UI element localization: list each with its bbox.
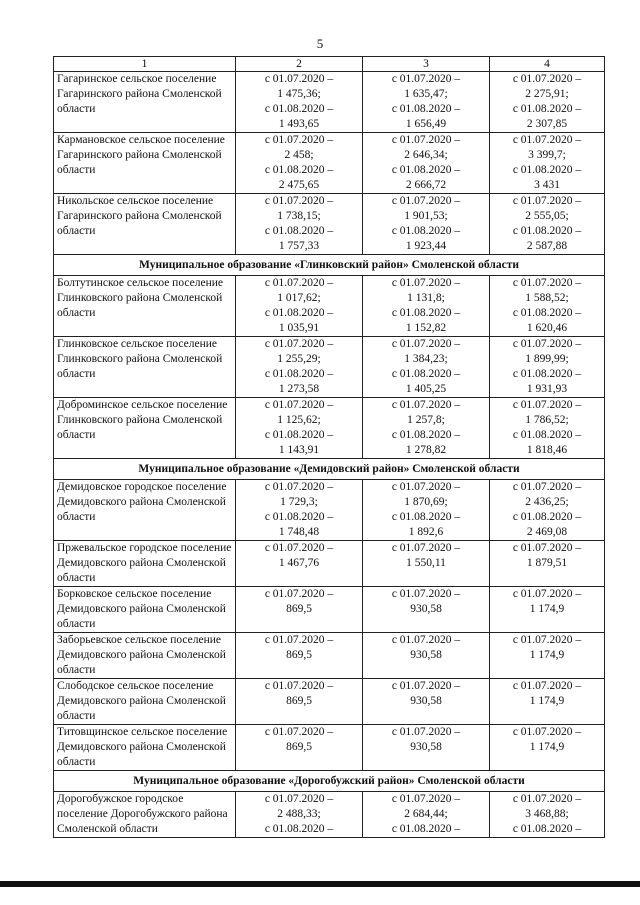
tariff-line: с 01.08.2020 – [391, 511, 461, 523]
table-row [54, 398, 605, 459]
tariff-line: 930,58 [410, 695, 442, 707]
tariff-line: с 01.07.2020 – [512, 195, 582, 207]
tariff-cell-col2 [236, 133, 363, 194]
tariff-line: 1 620,46 [526, 322, 568, 334]
tariff-line: 1 475,36; [277, 88, 321, 100]
tariff-cell-col3 [363, 337, 490, 398]
section-title: Муниципальное образование «Демидовский район» Смоленской области [54, 459, 605, 480]
table-header-row [54, 57, 605, 72]
tariff-line: 1 892,6 [408, 526, 444, 538]
tariff-line: с 01.07.2020 – [512, 277, 582, 289]
section-header-row [54, 255, 605, 276]
tariff-line: 1 131,8; [407, 292, 445, 304]
section-title: Муниципальное образование «Дорогобужский район» Смоленской области [54, 771, 605, 792]
tariff-cell-col4 [490, 541, 605, 587]
tariff-cell-col2 [236, 633, 363, 679]
header-cell-2: 2 [236, 57, 363, 72]
tariff-line: с 01.07.2020 – [264, 338, 334, 350]
tariff-cell-col2 [236, 337, 363, 398]
scan-bottom-bar [0, 881, 640, 887]
table-row [54, 633, 605, 679]
table-row [54, 337, 605, 398]
tariff-line: с 01.08.2020 – [264, 225, 334, 237]
tariff-cell-col3 [363, 276, 490, 337]
tariff-cell-col3 [363, 133, 490, 194]
tariff-cell-col4 [490, 480, 605, 541]
tariff-cell-col4 [490, 72, 605, 133]
tariff-line: 2 307,85 [526, 118, 568, 130]
tariff-cell-col3 [363, 725, 490, 771]
tariff-line: с 01.08.2020 – [264, 164, 334, 176]
tariff-line: 1 125,62; [277, 414, 321, 426]
tariff-line: с 01.08.2020 – [512, 368, 582, 380]
table-row [54, 587, 605, 633]
tariff-line: 1 879,51 [526, 557, 568, 569]
tariff-line: 869,5 [286, 695, 312, 707]
tariff-cell-col2 [236, 276, 363, 337]
tariff-cell-col3 [363, 194, 490, 255]
tariff-line: с 01.07.2020 – [264, 195, 334, 207]
tariff-line: 2 587,88 [526, 240, 568, 252]
tariff-line: с 01.07.2020 – [512, 73, 582, 85]
tariff-line: с 01.08.2020 – [391, 429, 461, 441]
tariff-line: с 01.07.2020 – [264, 588, 334, 600]
tariff-line: с 01.07.2020 – [512, 481, 582, 493]
tariff-line: с 01.07.2020 – [264, 277, 334, 289]
tariff-line: с 01.07.2020 – [512, 793, 582, 805]
tariff-line: с 01.07.2020 – [512, 680, 582, 692]
tariff-line: с 01.08.2020 – [264, 511, 334, 523]
tariff-line: с 01.08.2020 – [512, 103, 582, 115]
tariff-line: с 01.08.2020 – [264, 368, 334, 380]
tariff-cell-col2 [236, 480, 363, 541]
tariff-line: с 01.07.2020 – [512, 338, 582, 350]
tariff-line: с 01.07.2020 – [264, 680, 334, 692]
tariff-cell-col2 [236, 679, 363, 725]
table-row [54, 480, 605, 541]
section-header-row [54, 459, 605, 480]
tariff-line: с 01.07.2020 – [391, 481, 461, 493]
tariff-line: 1 257,8; [407, 414, 445, 426]
tariff-line: с 01.08.2020 – [264, 103, 334, 115]
tariff-line: 1 405,25 [405, 383, 447, 395]
tariff-line: с 01.08.2020 – [512, 429, 582, 441]
tariff-line: 869,5 [286, 649, 312, 661]
tariff-line: 1 786,52; [525, 414, 569, 426]
settlement-name: Слободское сельское поселение Демидовского района Смоленской области [54, 679, 236, 725]
tariff-cell-col4 [490, 792, 605, 838]
tariff-line: с 01.07.2020 – [391, 542, 461, 554]
tariff-line: с 01.07.2020 – [391, 793, 461, 805]
settlement-name: Пржевальское городское поселение Демидовского района Смоленской области [54, 541, 236, 587]
table-row [54, 679, 605, 725]
page-number: 5 [316, 36, 324, 51]
header-cell-4: 4 [490, 57, 605, 72]
tariff-line: 2 458; [284, 149, 314, 161]
tariff-line: 2 646,34; [404, 149, 448, 161]
tariff-line: с 01.07.2020 – [391, 588, 461, 600]
tariff-table [53, 56, 605, 838]
tariff-line: 1 901,53; [404, 210, 448, 222]
tariff-line: с 01.08.2020 – [391, 368, 461, 380]
tariff-cell-col2 [236, 725, 363, 771]
tariff-line: 1 635,47; [404, 88, 448, 100]
tariff-line: 1 255,29; [277, 353, 321, 365]
tariff-line: 1 174,9 [529, 741, 565, 753]
tariff-cell-col3 [363, 792, 490, 838]
settlement-name: Демидовское городское поселение Демидовского района Смоленской области [54, 480, 236, 541]
tariff-line: с 01.07.2020 – [391, 634, 461, 646]
tariff-cell-col3 [363, 679, 490, 725]
tariff-line: 1 174,9 [529, 603, 565, 615]
table-row [54, 276, 605, 337]
tariff-line: 3 431 [534, 179, 560, 191]
tariff-line: с 01.07.2020 – [264, 481, 334, 493]
tariff-cell-col2 [236, 398, 363, 459]
tariff-line: 1 656,49 [405, 118, 447, 130]
tariff-line: с 01.07.2020 – [264, 134, 334, 146]
tariff-line: с 01.07.2020 – [264, 634, 334, 646]
tariff-line: с 01.07.2020 – [264, 73, 334, 85]
tariff-line: с 01.07.2020 – [391, 338, 461, 350]
tariff-line: 1 870,69; [404, 496, 448, 508]
tariff-cell-col2 [236, 72, 363, 133]
tariff-table-body [54, 57, 605, 838]
tariff-line: с 01.07.2020 – [391, 134, 461, 146]
tariff-line: 1 493,65 [278, 118, 320, 130]
tariff-cell-col2 [236, 792, 363, 838]
tariff-cell-col4 [490, 725, 605, 771]
tariff-line: 1 035,91 [278, 322, 320, 334]
settlement-name: Титовщинское сельское поселение Демидовского района Смоленской области [54, 725, 236, 771]
tariff-line: с 01.08.2020 – [512, 164, 582, 176]
table-row [54, 541, 605, 587]
tariff-line: 2 275,91; [525, 88, 569, 100]
tariff-line: 1 923,44 [405, 240, 447, 252]
tariff-cell-col4 [490, 633, 605, 679]
header-cell-1: 1 [54, 57, 236, 72]
table-row [54, 194, 605, 255]
tariff-line: 1 273,58 [278, 383, 320, 395]
settlement-name: Доброминское сельское поселение Глинковского района Смоленской области [54, 398, 236, 459]
tariff-line: 2 555,05; [525, 210, 569, 222]
tariff-line: с 01.08.2020 – [512, 823, 582, 835]
settlement-name: Заборьевское сельское поселение Демидовского района Смоленской области [54, 633, 236, 679]
tariff-line: 1 467,76 [278, 557, 320, 569]
tariff-line: 930,58 [410, 603, 442, 615]
tariff-line: 1 143,91 [278, 444, 320, 456]
tariff-cell-col4 [490, 587, 605, 633]
tariff-cell-col2 [236, 194, 363, 255]
tariff-cell-col3 [363, 480, 490, 541]
tariff-line: с 01.08.2020 – [391, 823, 461, 835]
tariff-line: с 01.07.2020 – [512, 588, 582, 600]
tariff-line: 1 588,52; [525, 292, 569, 304]
tariff-line: 930,58 [410, 741, 442, 753]
tariff-cell-col3 [363, 398, 490, 459]
settlement-name: Болтутинское сельское поселение Глинковского района Смоленской области [54, 276, 236, 337]
tariff-cell-col4 [490, 337, 605, 398]
tariff-line: 1 729,3; [280, 496, 318, 508]
tariff-line: с 01.08.2020 – [512, 225, 582, 237]
table-row [54, 133, 605, 194]
tariff-line: 1 174,9 [529, 695, 565, 707]
tariff-line: 3 468,88; [525, 808, 569, 820]
settlement-name: Глинковское сельское поселение Глинковского района Смоленской области [54, 337, 236, 398]
settlement-name: Дорогобужское городское поселение Дорогобужского района Смоленской области [54, 792, 236, 838]
tariff-line: с 01.08.2020 – [391, 225, 461, 237]
tariff-line: с 01.07.2020 – [264, 793, 334, 805]
tariff-line: с 01.08.2020 – [264, 307, 334, 319]
tariff-line: с 01.07.2020 – [512, 399, 582, 411]
tariff-cell-col4 [490, 679, 605, 725]
tariff-line: 2 436,25; [525, 496, 569, 508]
tariff-cell-col3 [363, 587, 490, 633]
tariff-line: 869,5 [286, 603, 312, 615]
tariff-line: с 01.07.2020 – [391, 399, 461, 411]
tariff-line: с 01.08.2020 – [391, 103, 461, 115]
tariff-line: с 01.07.2020 – [512, 134, 582, 146]
tariff-line: 1 931,93 [526, 383, 568, 395]
tariff-line: 1 899,99; [525, 353, 569, 365]
tariff-line: 1 757,33 [278, 240, 320, 252]
tariff-line: 930,58 [410, 649, 442, 661]
tariff-line: 2 488,33; [277, 808, 321, 820]
section-title: Муниципальное образование «Глинковский район» Смоленской области [54, 255, 605, 276]
tariff-line: 1 738,15; [277, 210, 321, 222]
tariff-line: 1 550,11 [406, 557, 446, 569]
tariff-line: с 01.07.2020 – [512, 634, 582, 646]
settlement-name: Гагаринское сельское поселение Гагаринского района Смоленской области [54, 72, 236, 133]
tariff-line: с 01.07.2020 – [391, 726, 461, 738]
tariff-line: с 01.08.2020 – [512, 307, 582, 319]
tariff-line: 2 469,08 [526, 526, 568, 538]
tariff-line: 3 399,7; [528, 149, 566, 161]
table-row [54, 72, 605, 133]
tariff-line: 1 017,62; [277, 292, 321, 304]
tariff-cell-col4 [490, 398, 605, 459]
tariff-line: с 01.08.2020 – [391, 164, 461, 176]
tariff-line: с 01.08.2020 – [512, 511, 582, 523]
tariff-line: с 01.07.2020 – [512, 542, 582, 554]
header-cell-3: 3 [363, 57, 490, 72]
settlement-name: Борковское сельское поселение Демидовского района Смоленской области [54, 587, 236, 633]
table-row [54, 725, 605, 771]
section-header-row [54, 771, 605, 792]
tariff-line: с 01.08.2020 – [264, 823, 334, 835]
tariff-line: 2 684,44; [404, 808, 448, 820]
tariff-line: 1 174,9 [529, 649, 565, 661]
tariff-line: 1 818,46 [526, 444, 568, 456]
tariff-line: с 01.07.2020 – [391, 195, 461, 207]
tariff-cell-col2 [236, 587, 363, 633]
tariff-line: с 01.07.2020 – [512, 726, 582, 738]
tariff-line: с 01.07.2020 – [391, 680, 461, 692]
tariff-line: 2 475,65 [278, 179, 320, 191]
tariff-line: 1 278,82 [405, 444, 447, 456]
tariff-line: с 01.07.2020 – [391, 73, 461, 85]
tariff-line: с 01.08.2020 – [391, 307, 461, 319]
settlement-name: Никольское сельское поселение Гагаринского района Смоленской области [54, 194, 236, 255]
settlement-name: Кармановское сельское поселение Гагаринского района Смоленской области [54, 133, 236, 194]
tariff-line: с 01.07.2020 – [264, 542, 334, 554]
tariff-line: 1 384,23; [404, 353, 448, 365]
tariff-cell-col2 [236, 541, 363, 587]
tariff-cell-col3 [363, 72, 490, 133]
tariff-line: с 01.07.2020 – [264, 726, 334, 738]
tariff-line: 2 666,72 [405, 179, 447, 191]
tariff-cell-col4 [490, 276, 605, 337]
tariff-cell-col4 [490, 194, 605, 255]
tariff-cell-col4 [490, 133, 605, 194]
tariff-line: 1 748,48 [278, 526, 320, 538]
tariff-line: с 01.08.2020 – [264, 429, 334, 441]
table-row [54, 792, 605, 838]
tariff-line: с 01.07.2020 – [264, 399, 334, 411]
tariff-line: 1 152,82 [405, 322, 447, 334]
tariff-cell-col3 [363, 633, 490, 679]
tariff-cell-col3 [363, 541, 490, 587]
tariff-line: с 01.07.2020 – [391, 277, 461, 289]
tariff-line: 869,5 [286, 741, 312, 753]
